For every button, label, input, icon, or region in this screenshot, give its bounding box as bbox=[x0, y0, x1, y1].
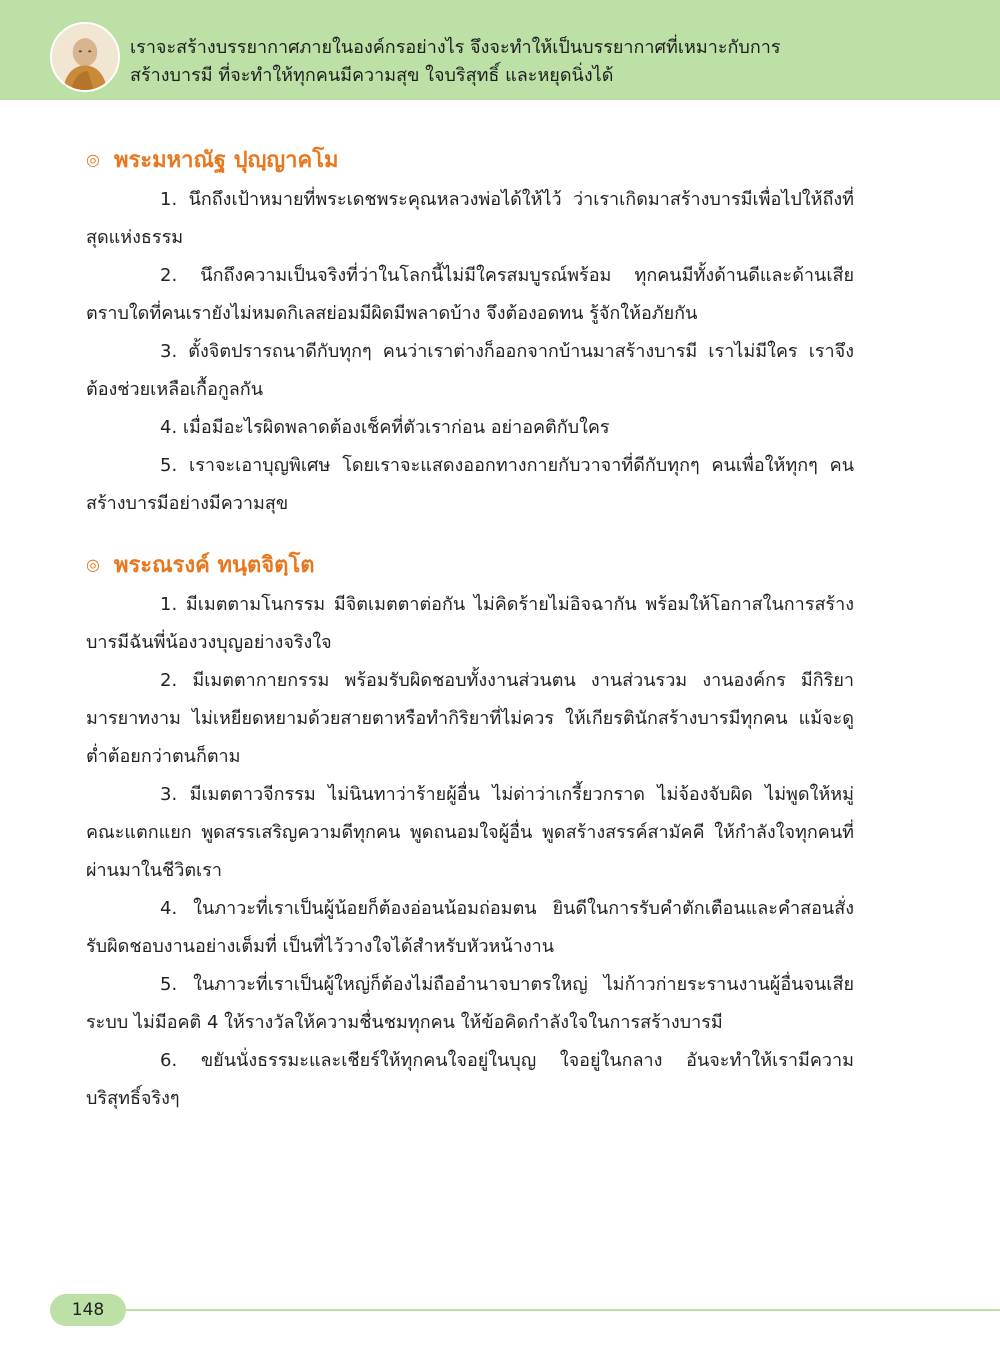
paragraph: 2. มีเมตตากายกรรม พร้อมรับผิดชอบทั้งงานส่วนตน งานส่วนรวม งานองค์กร มีกิริยามารยาทงาม ไม่เหยียดหยามด้วยสายตาหรือทำกิริยาที่ไม่ควร ให้เกียรตินักสร้างบารมีทุกคน แม้จะดูต่ำต้อยกว่าตนก็ตาม bbox=[86, 670, 854, 767]
monk-portrait-icon bbox=[50, 22, 120, 92]
section-title bbox=[86, 545, 854, 586]
paragraph: 5. เราจะเอาบุญพิเศษ โดยเราจะแสดงออกทางกายกับวาจาที่ดีกับทุกๆ คนเพื่อให้ทุกๆ คนสร้างบารมีอย่างมีความสุข bbox=[86, 455, 854, 514]
header-band bbox=[0, 0, 1000, 100]
section-phra-narong bbox=[86, 545, 854, 1118]
paragraph: 1. นึกถึงเป้าหมายที่พระเดชพระคุณหลวงพ่อได้ให้ไว้ ว่าเราเกิดมาสร้างบารมีเพื่อไปให้ถึงที่สุดแห่งธรรม bbox=[86, 189, 854, 248]
paragraph: 3. มีเมตตาวจีกรรม ไม่นินทาว่าร้ายผู้อื่น ไม่ด่าว่าเกรี้ยวกราด ไม่จ้องจับผิด ไม่พูดให้หมู่คณะแตกแยก พูดสรรเสริญความดีทุกคน พูดถนอมใจผู้อื่น พูดสร้างสรรค์สามัคคี ให้กำลังใจทุกคนที่ผ่านมาในชีวิตเรา bbox=[86, 784, 854, 881]
section-phra-maha-nat bbox=[86, 140, 854, 523]
paragraph: 6. ขยันนั่งธรรมะและเชียร์ให้ทุกคนใจอยู่ในบุญ ใจอยู่ในกลาง อันจะทำให้เรามีความบริสุทธิ์จริงๆ bbox=[86, 1050, 854, 1109]
header-line-1: เราจะสร้างบรรยากาศภายในองค์กรอย่างไร จึงจะทำให้เป็นบรรยากาศที่เหมาะกับการ bbox=[130, 37, 781, 58]
section-title-text: พระณรงค์ ทนฺตจิตฺโต bbox=[113, 553, 315, 578]
chapter-question bbox=[130, 34, 980, 90]
paragraph: 3. ตั้งจิตปรารถนาดีกับทุกๆ คนว่าเราต่างก็ออกจากบ้านมาสร้างบารมี เราไม่มีใคร เราจึงต้องช่วยเหลือเกื้อกูลกัน bbox=[86, 341, 854, 400]
page-content bbox=[86, 140, 854, 1140]
paragraph: 2. นึกถึงความเป็นจริงที่ว่าในโลกนี้ไม่มีใครสมบูรณ์พร้อม ทุกคนมีทั้งด้านดีและด้านเสีย ตราบใดที่คนเรายังไม่หมดกิเลสย่อมมีผิดมีพลาดบ้าง จึงต้องอดทน รู้จักให้อภัยกัน bbox=[86, 265, 854, 324]
paragraph: 5. ในภาวะที่เราเป็นผู้ใหญ่ก็ต้องไม่ถืออำนาจบาตรใหญ่ ไม่ก้าวก่ายระรานงานผู้อื่นจนเสียระบบ ไม่มีอคติ 4 ให้รางวัลให้ความชื่นชมทุกคน ให้ข้อคิดกำลังใจในการสร้างบารมี bbox=[86, 974, 854, 1033]
section-title-text: พระมหาณัฐ ปุญฺญาคโม bbox=[113, 148, 339, 173]
bullseye-icon: ◎ bbox=[86, 150, 100, 169]
footer-divider bbox=[126, 1309, 1000, 1311]
paragraph: 1. มีเมตตามโนกรรม มีจิตเมตตาต่อกัน ไม่คิดร้ายไม่อิจฉากัน พร้อมให้โอกาสในการสร้างบารมีฉันพี่น้องวงบุญอย่างจริงใจ bbox=[86, 594, 854, 653]
header-line-2: สร้างบารมี ที่จะทำให้ทุกคนมีความสุข ใจบริสุทธิ์ และหยุดนิ่งได้ bbox=[130, 65, 614, 86]
paragraph: 4. เมื่อมีอะไรผิดพลาดต้องเช็คที่ตัวเราก่อน อย่าอคติกับใคร bbox=[160, 417, 610, 438]
section-title bbox=[86, 140, 854, 181]
paragraph: 4. ในภาวะที่เราเป็นผู้น้อยก็ต้องอ่อนน้อมถ่อมตน ยินดีในการรับคำตักเตือนและคำสอนสั่ง รับผิดชอบงานอย่างเต็มที่ เป็นที่ไว้วางใจได้สำหรับหัวหน้างาน bbox=[86, 898, 854, 957]
page-number: 148 bbox=[50, 1294, 126, 1326]
bullseye-icon: ◎ bbox=[86, 555, 100, 574]
